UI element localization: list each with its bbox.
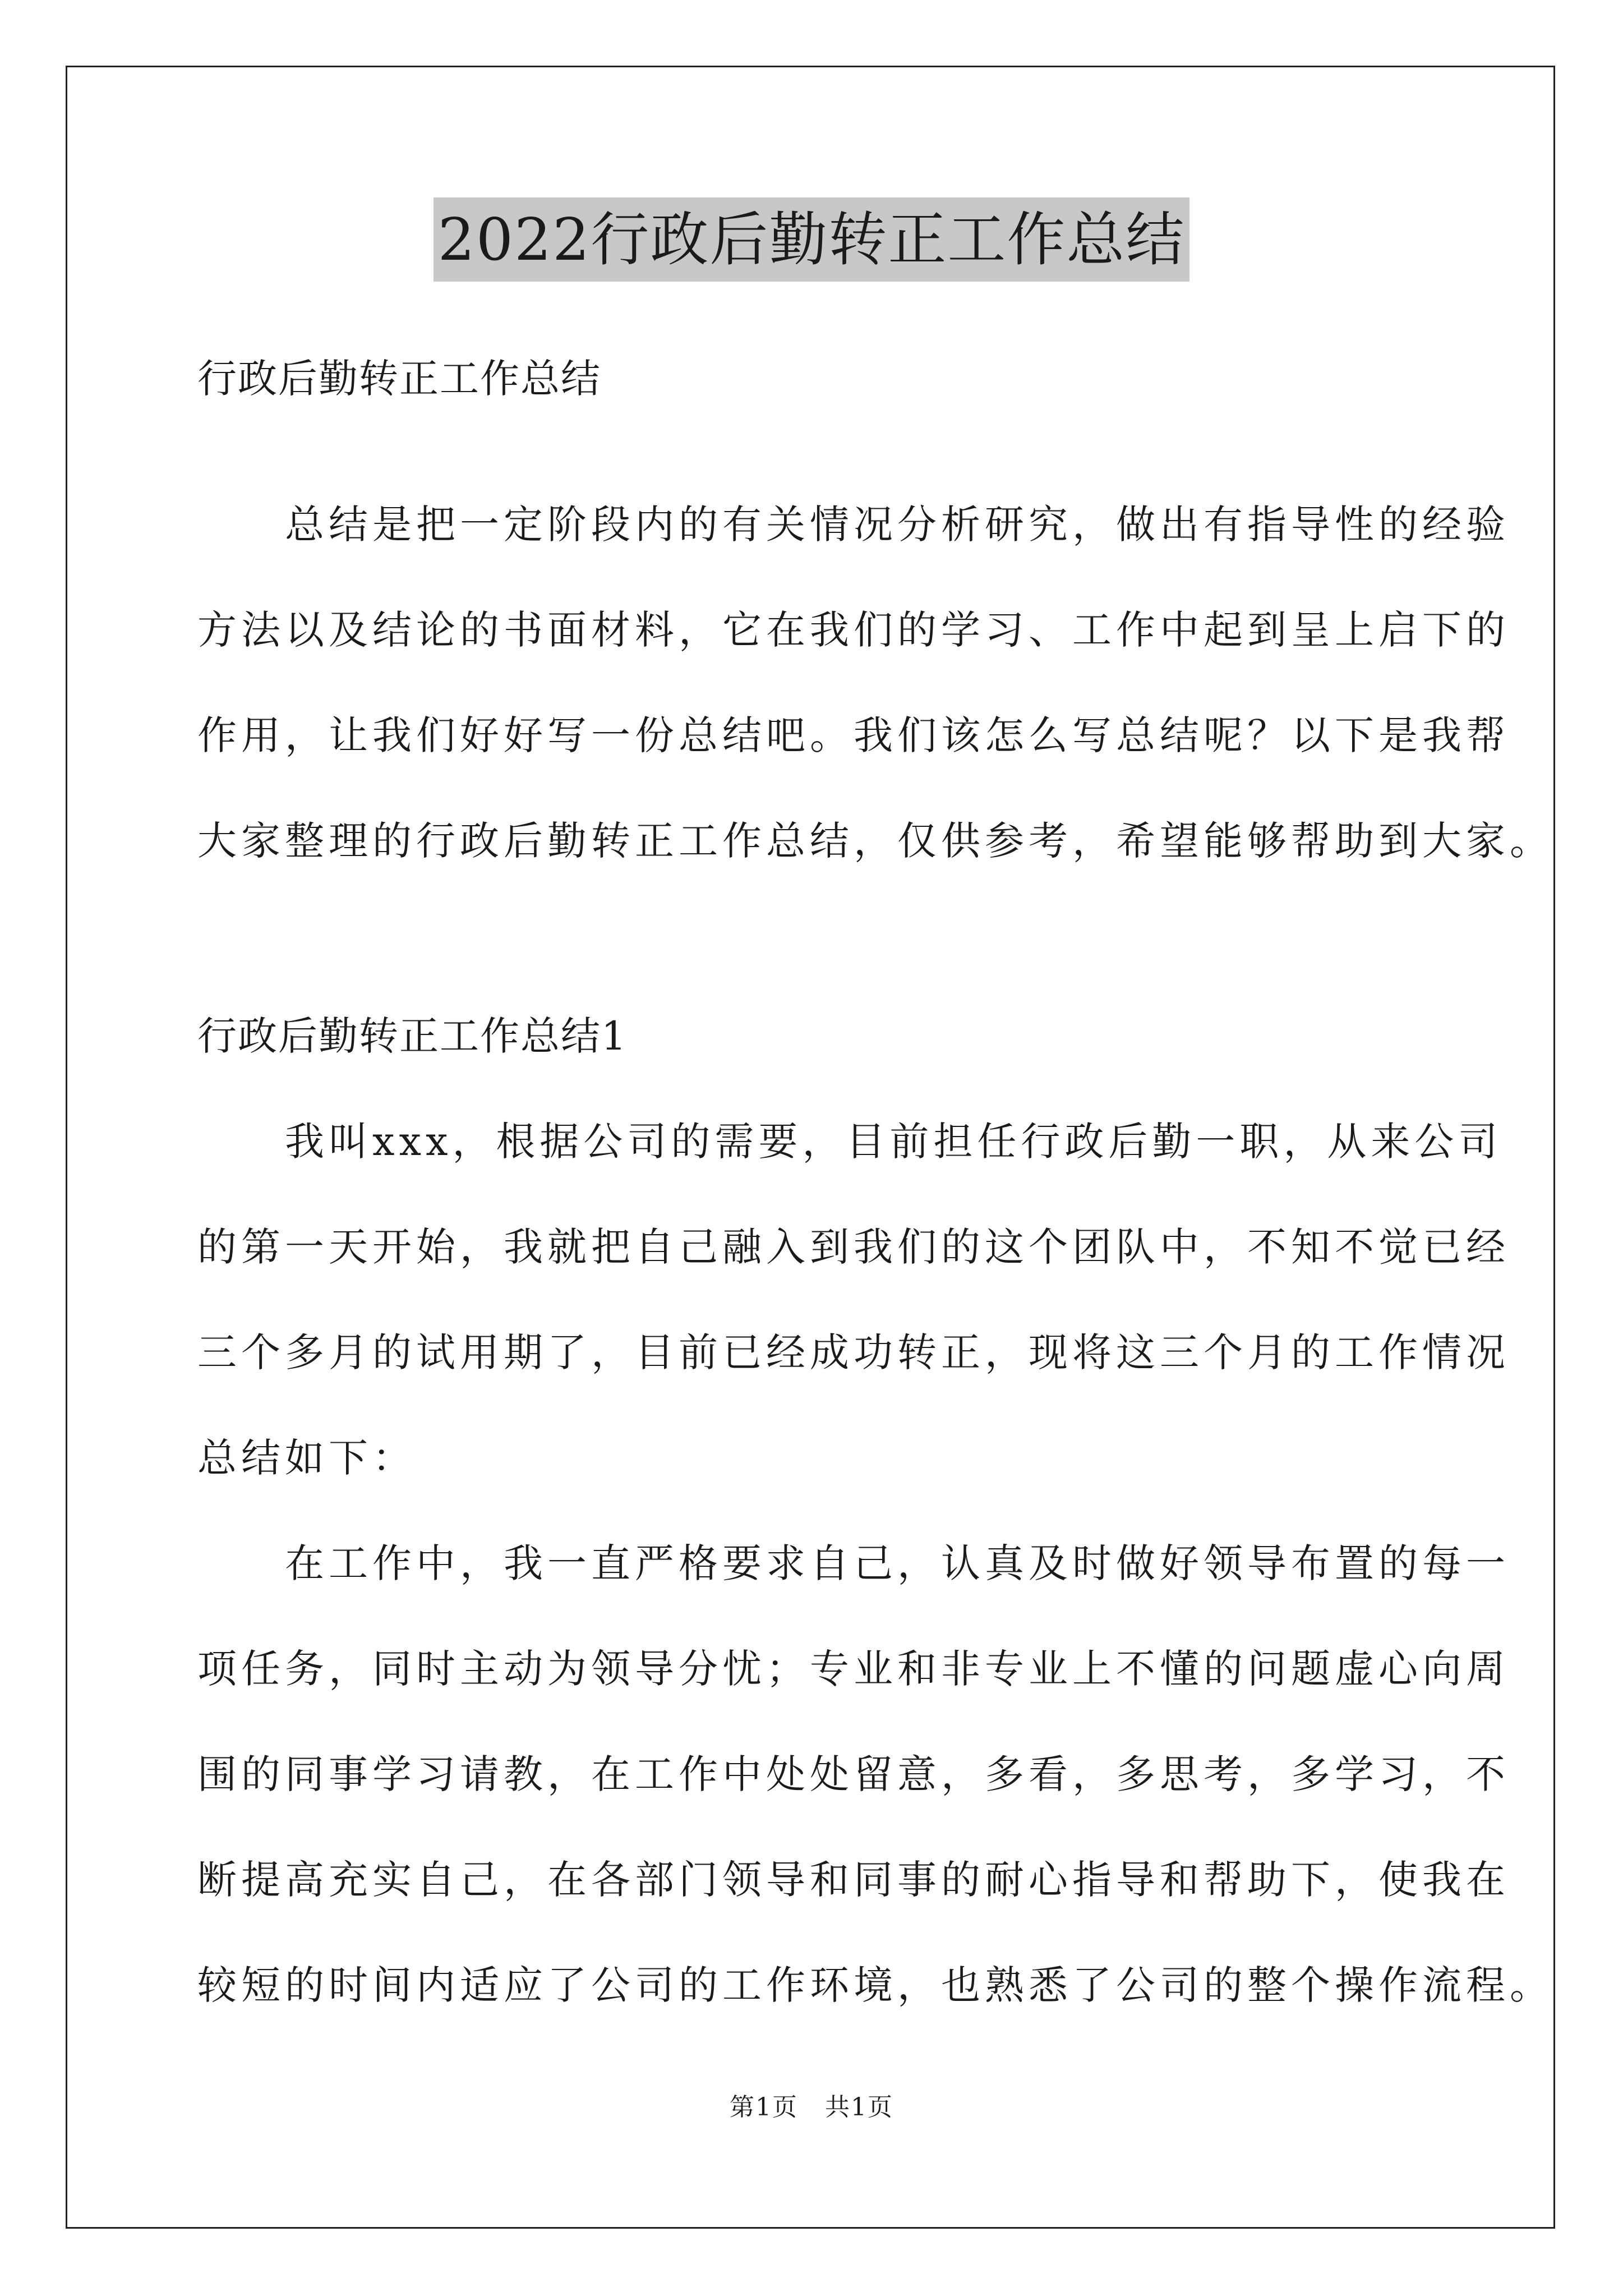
title-container xyxy=(0,197,1623,282)
paragraph-line: 大家整理的行政后勤转正工作总结，仅供参考，希望能够帮助到大家。 xyxy=(197,818,1553,864)
document-title: 2022行政后勤转正工作总结 xyxy=(434,197,1190,282)
paragraph-line: 在工作中，我一直严格要求自己，认真及时做好领导布置的每一 xyxy=(197,1540,1510,1586)
section-heading: 行政后勤转正工作总结1 xyxy=(197,1013,628,1059)
document-subtitle: 行政后勤转正工作总结 xyxy=(197,356,601,402)
paragraph-line: 断提高充实自己，在各部门领导和同事的耐心指导和帮助下，使我在 xyxy=(197,1857,1510,1903)
paragraph-line: 围的同事学习请教，在工作中处处留意，多看，多思考，多学习，不 xyxy=(197,1751,1510,1797)
paragraph-line: 总结是把一定阶段内的有关情况分析研究，做出有指导性的经验 xyxy=(197,501,1510,547)
paragraph-line: 三个多月的试用期了，目前已经成功转正，现将这三个月的工作情况 xyxy=(197,1329,1510,1375)
page-footer xyxy=(0,2087,1623,2123)
page-number-total: 共1页 xyxy=(825,2093,893,2122)
section1-paragraph-1 xyxy=(197,1114,1510,1535)
intro-paragraph xyxy=(197,496,1553,918)
paragraph-line: 我叫xxx，根据公司的需要，目前担任行政后勤一职，从来公司 xyxy=(197,1119,1502,1165)
section1-paragraph-2 xyxy=(197,1535,1553,2063)
paragraph-line: 作用，让我们好好写一份总结吧。我们该怎么写总结呢？以下是我帮 xyxy=(197,712,1510,758)
paragraph-line: 的第一天开始，我就把自己融入到我们的这个团队中，不知不觉已经 xyxy=(197,1224,1510,1270)
page-number-current: 第1页 xyxy=(730,2093,798,2122)
paragraph-line: 方法以及结论的书面材料，它在我们的学习、工作中起到呈上启下的 xyxy=(197,607,1510,653)
paragraph-line: 项任务，同时主动为领导分忧；专业和非专业上不懂的问题虚心向周 xyxy=(197,1646,1510,1692)
document-body xyxy=(197,351,1553,2063)
paragraph-line: 总结如下： xyxy=(197,1435,416,1481)
section-spacer xyxy=(197,918,1431,1008)
paragraph-line: 较短的时间内适应了公司的工作环境，也熟悉了公司的整个操作流程。 xyxy=(197,1962,1553,2008)
